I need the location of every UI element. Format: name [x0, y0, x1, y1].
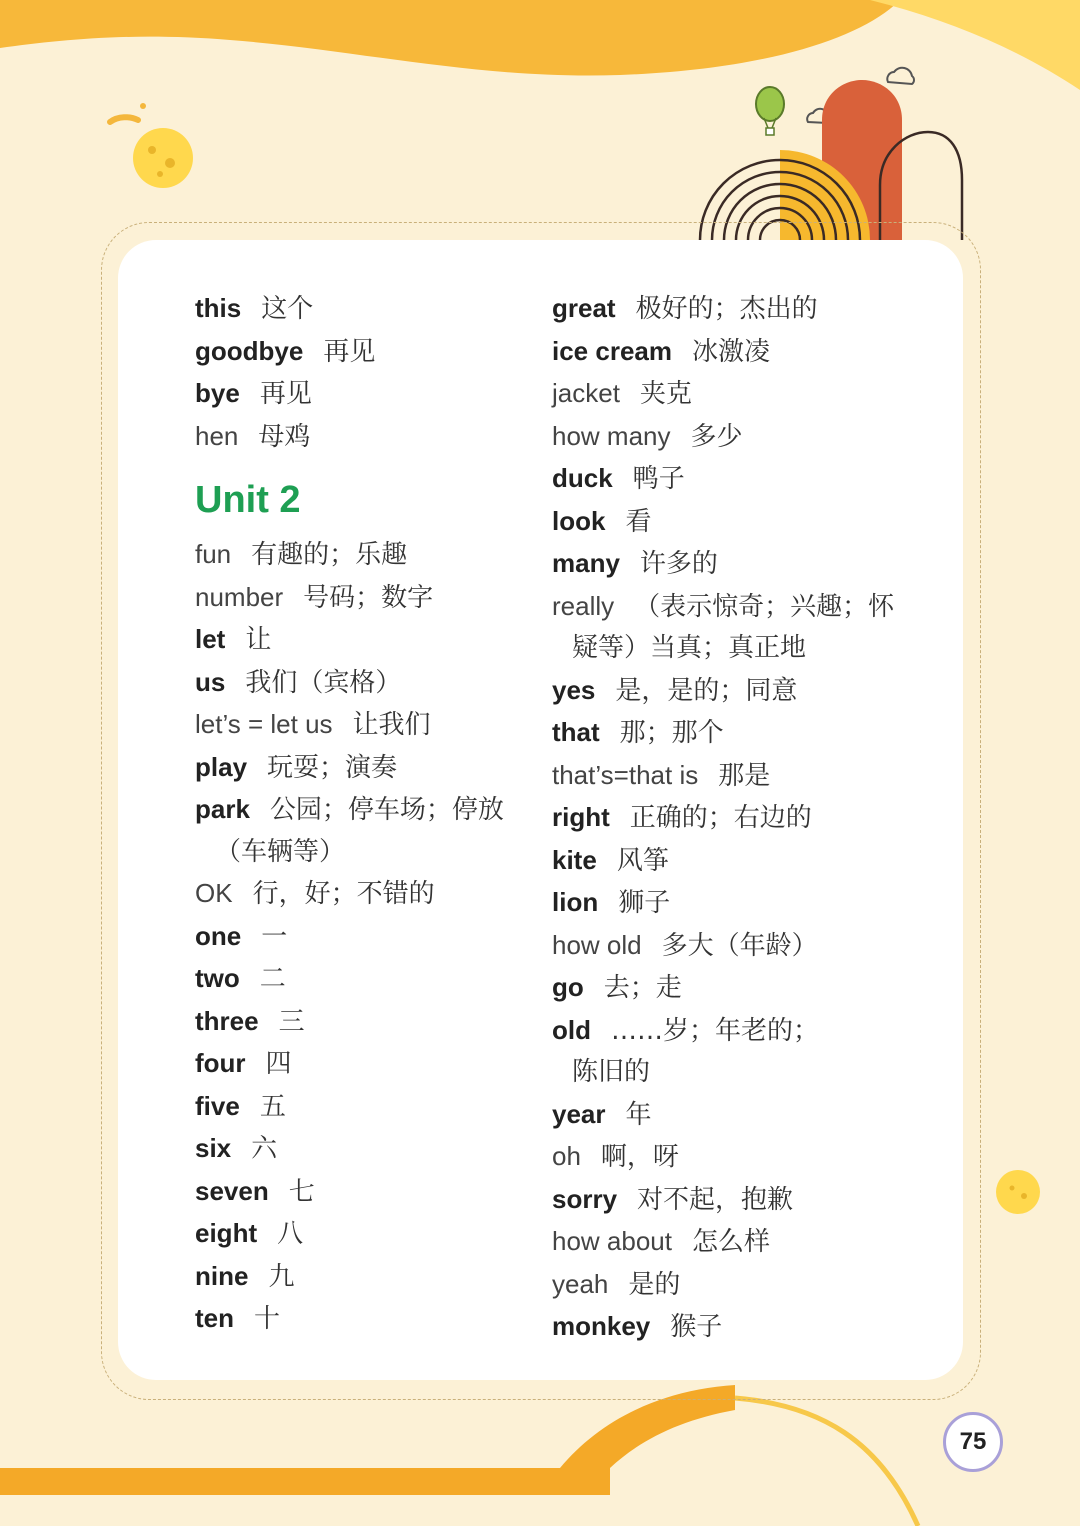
vocab-entry: [552, 1221, 922, 1264]
vocab-meaning: 那；那个: [619, 718, 724, 748]
vocab-meaning: 母鸡: [258, 421, 311, 452]
vocab-word: that’s=that is: [552, 759, 699, 790]
cloud-icon: [887, 68, 914, 84]
vocab-entry: [552, 586, 922, 629]
vocab-meaning: 五: [259, 1091, 286, 1122]
vocab-meaning: 看: [625, 506, 652, 537]
vocab-entry: [195, 416, 525, 459]
vocab-entry: [552, 373, 922, 416]
vocab-entry: [552, 755, 922, 798]
vocab-entry: [195, 1171, 525, 1214]
vocab-word: six: [195, 1133, 232, 1163]
cheese-icon: [110, 103, 193, 188]
vocab-word: play: [195, 751, 248, 782]
vocab-meaning: 正确的；右边的: [629, 803, 812, 833]
vocab-entry: [195, 373, 525, 416]
vocab-meaning: 行，好；不错的: [252, 879, 435, 909]
vocab-word: great: [552, 293, 616, 323]
vocab-meaning: 多少: [690, 421, 743, 452]
vocab-entry: [552, 925, 922, 968]
vocab-word: monkey: [552, 1311, 651, 1341]
vocab-word: seven: [195, 1175, 269, 1206]
vocab-meaning-continued: 疑等）当真；真正地: [572, 633, 807, 663]
vocab-entry: [195, 747, 525, 790]
vocab-word: park: [195, 794, 250, 824]
vocab-meaning: 再见: [323, 336, 376, 367]
vocab-entry: [195, 331, 525, 374]
vocab-meaning: 对不起，抱歉: [637, 1184, 794, 1215]
vocab-entry: [195, 958, 525, 1001]
vocab-meaning: 一: [261, 921, 288, 952]
vocab-entry: [552, 1010, 922, 1053]
vocab-word: yes: [552, 674, 596, 705]
vocab-entry: [195, 873, 525, 916]
vocab-word: two: [195, 963, 240, 993]
vocab-entry: [552, 331, 922, 374]
vocab-entry: [195, 1001, 525, 1044]
vocab-word: eight: [195, 1218, 258, 1248]
vocab-word: sorry: [552, 1183, 618, 1214]
vocab-meaning: 九: [268, 1261, 295, 1292]
vocab-entry: [552, 1094, 922, 1137]
vocab-entry: [552, 288, 922, 331]
vocab-word: let: [195, 624, 226, 654]
vocab-entry: [195, 1086, 525, 1129]
vocab-meaning: 多大（年龄）: [661, 930, 818, 961]
vocab-entry: [552, 670, 922, 713]
vocab-meaning: 狮子: [618, 888, 671, 918]
vocab-entry: [552, 543, 922, 586]
vocab-word: us: [195, 666, 226, 697]
vocab-meaning: 七: [288, 1176, 315, 1207]
vocab-meaning: 极好的；杰出的: [635, 294, 818, 324]
vocab-meaning: 去；走: [603, 973, 682, 1003]
vocab-word: ice cream: [552, 335, 672, 366]
vocab-word: bye: [195, 378, 240, 408]
vocab-meaning: 让我们: [352, 710, 431, 740]
vocab-meaning: 怎么样: [691, 1227, 770, 1257]
vocab-word: four: [195, 1048, 246, 1078]
vocab-entry: [195, 662, 525, 705]
vocab-entry: [195, 1043, 525, 1086]
vocab-entry: [552, 797, 922, 840]
vocab-entry: [195, 704, 525, 747]
page-number: 75: [943, 1412, 1003, 1472]
vocab-meaning: 公园；停车场；停放: [269, 795, 504, 825]
vocab-word: oh: [552, 1141, 581, 1171]
vocab-word: look: [552, 505, 606, 536]
vocab-word: lion: [552, 887, 599, 917]
vocab-entry: [552, 1136, 922, 1179]
vocab-entry: [195, 619, 525, 662]
vocab-meaning: 三: [278, 1006, 305, 1037]
vocab-entry: [552, 1179, 922, 1222]
vocab-meaning: 十: [254, 1304, 281, 1334]
vocab-meaning: 四: [265, 1049, 292, 1079]
vocab-entry: [552, 882, 922, 925]
vocab-word: really: [552, 590, 615, 621]
vocab-meaning: 冰激凌: [691, 336, 770, 367]
vocab-word: how old: [552, 929, 642, 960]
vocab-meaning-continued: 陈旧的: [572, 1057, 651, 1087]
vocab-word: how many: [552, 420, 671, 451]
vocab-word: ten: [195, 1303, 234, 1333]
vocab-meaning: 许多的: [639, 549, 718, 579]
vocab-word: OK: [195, 878, 233, 908]
hot-air-balloon-icon: [756, 87, 784, 135]
vocab-entry: [552, 501, 922, 544]
vocab-meaning: 那是: [718, 760, 771, 791]
vocab-word: many: [552, 548, 620, 578]
vocab-word: let’s = let us: [195, 709, 333, 739]
vocab-entry: [195, 1298, 525, 1341]
vocab-word: that: [552, 717, 600, 747]
vocab-meaning: 年: [625, 1099, 652, 1130]
vocab-meaning: 啊，呀: [600, 1142, 679, 1172]
vocab-entry: [552, 967, 922, 1010]
vocab-meaning: 六: [251, 1134, 278, 1164]
vocab-entry: [195, 577, 525, 620]
vocab-word: goodbye: [195, 335, 304, 366]
vocab-meaning: 是，是的；同意: [615, 675, 798, 706]
vocab-meaning: 号码；数字: [303, 582, 434, 613]
vocab-entry: [195, 1256, 525, 1299]
vocab-meaning: 夹克: [639, 379, 692, 409]
vocab-word: three: [195, 1005, 259, 1036]
cheese-icon: [996, 1170, 1040, 1214]
vocab-word: right: [552, 802, 610, 832]
vocab-word: jacket: [552, 378, 620, 408]
vocab-word: this: [195, 293, 242, 323]
vocab-entry: [195, 789, 525, 832]
vocab-meaning: 二: [259, 964, 286, 994]
vocab-word: nine: [195, 1260, 249, 1291]
vocab-entry: [195, 1128, 525, 1171]
vocab-entry: [195, 288, 525, 331]
vocab-word: duck: [552, 463, 613, 493]
vocab-meaning: 猴子: [670, 1312, 723, 1342]
vocab-entry: [552, 712, 922, 755]
vocab-word: how about: [552, 1226, 672, 1256]
vocab-word: number: [195, 581, 284, 612]
vocab-word: yeah: [552, 1268, 609, 1299]
vocab-meaning: 让: [245, 625, 272, 655]
vocab-entry: [552, 416, 922, 459]
vocab-word: go: [552, 972, 584, 1002]
vocab-entry: [552, 1264, 922, 1307]
vocab-meaning-continued: （车辆等）: [215, 836, 346, 867]
vocab-meaning: 八: [277, 1219, 304, 1249]
vocab-entry: [195, 1213, 525, 1256]
vocab-entry: [552, 840, 922, 883]
vocab-meaning: 有趣的；乐趣: [251, 540, 408, 570]
vocab-word: one: [195, 920, 242, 951]
vocab-meaning: （表示惊奇；兴趣；怀: [634, 591, 895, 622]
vocab-meaning: 玩耍；演奏: [267, 752, 398, 783]
vocab-word: fun: [195, 539, 232, 569]
vocab-meaning: ……岁；年老的；: [611, 1015, 820, 1046]
vocab-meaning: 是的: [628, 1269, 681, 1300]
vocab-meaning: 我们（宾格）: [245, 667, 402, 698]
vocab-meaning: 再见: [259, 379, 312, 409]
vocab-word: hen: [195, 420, 239, 451]
vocab-entry: [195, 534, 525, 577]
unit-heading: Unit 2: [195, 479, 301, 521]
vocab-entry: [195, 916, 525, 959]
vocab-entry: [552, 1306, 922, 1349]
vocab-word: kite: [552, 844, 597, 875]
vocab-word: year: [552, 1098, 606, 1129]
vocab-meaning: 风筝: [616, 845, 669, 876]
vocab-word: five: [195, 1090, 240, 1121]
vocab-meaning: 鸭子: [632, 464, 685, 494]
vocab-word: old: [552, 1014, 591, 1045]
right-column: [552, 288, 922, 1349]
vocab-meaning: 这个: [261, 294, 314, 324]
vocab-entry: [552, 458, 922, 501]
left-column: [195, 288, 525, 1341]
